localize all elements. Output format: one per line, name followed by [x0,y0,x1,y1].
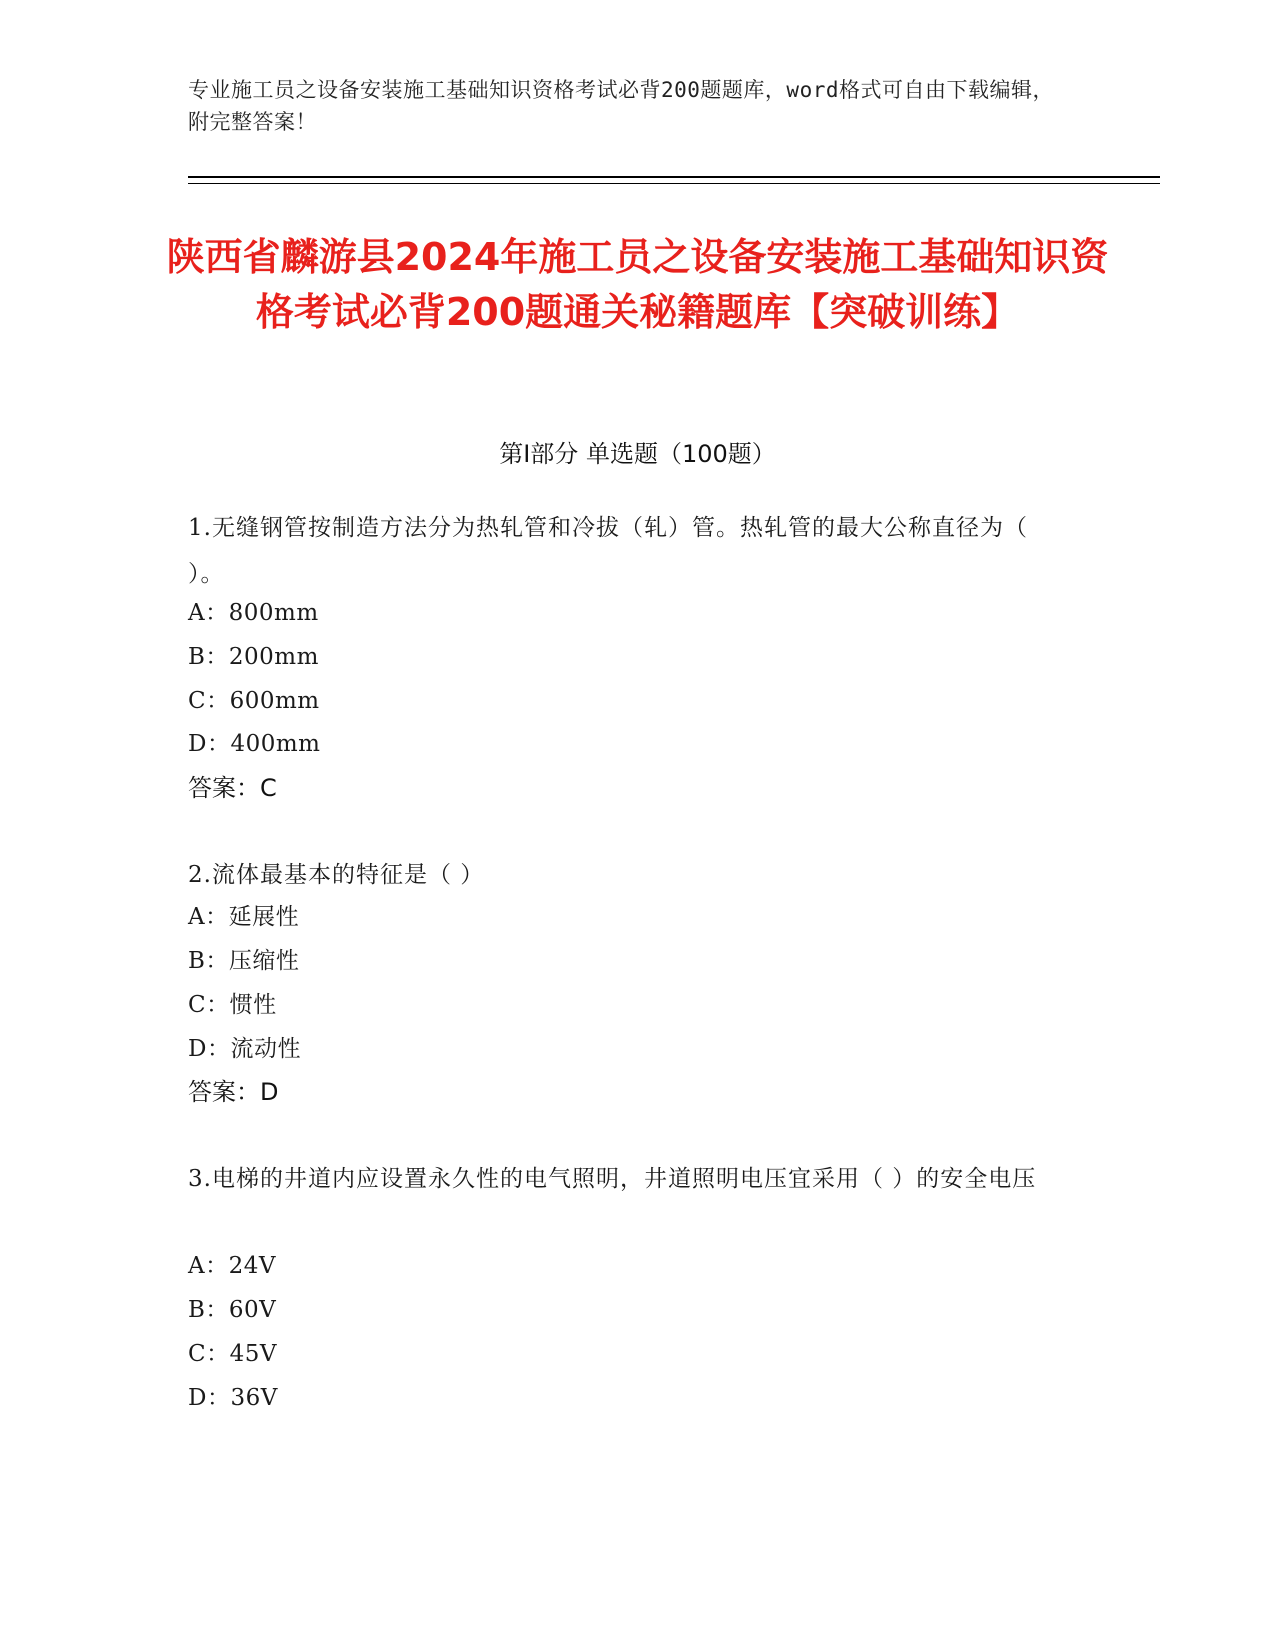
header-note: 专业施工员之设备安装施工基础知识资格考试必背200题题库，word格式可自由下载编辑，附完整答案！ [188,78,1054,134]
section-title: 第I部分 单选题（100题） [499,440,776,468]
question-1-option-b: B：200mm [188,644,319,670]
question-1-text: 1.无缝钢管按制造方法分为热轧管和冷拔（轧）管。热轧管的最大公称直径为（ ）。 [188,515,1028,587]
header-divider-thick [188,176,1160,178]
question-2-option-d: D：流动性 [188,1036,301,1062]
question-1-option-a: A：800mm [188,600,319,626]
question-3-option-d: D：36V [188,1385,278,1411]
question-3-option-c: C：45V [188,1341,277,1367]
question-1-option-d: D：400mm [188,731,321,757]
question-3-text: 3.电梯的井道内应设置永久性的电气照明，井道照明电压宜采用（ ）的安全电压 [188,1166,1037,1192]
question-2-option-c: C：惯性 [188,992,277,1018]
question-3-option-a: A：24V [188,1253,276,1279]
question-2-answer: 答案：D [188,1078,279,1106]
header-divider-thin [188,183,1160,184]
document-title: 陕西省麟游县2024年施工员之设备安装施工基础知识资格考试必背200题通关秘籍题库【突破训练】 [166,235,1109,334]
question-2-option-a: A：延展性 [188,904,300,930]
question-2-option-b: B：压缩性 [188,948,300,974]
question-1-answer: 答案：C [188,774,277,802]
question-3-option-b: B：60V [188,1297,277,1323]
question-2-text: 2.流体最基本的特征是（ ） [188,862,485,888]
question-1-option-c: C：600mm [188,688,320,714]
